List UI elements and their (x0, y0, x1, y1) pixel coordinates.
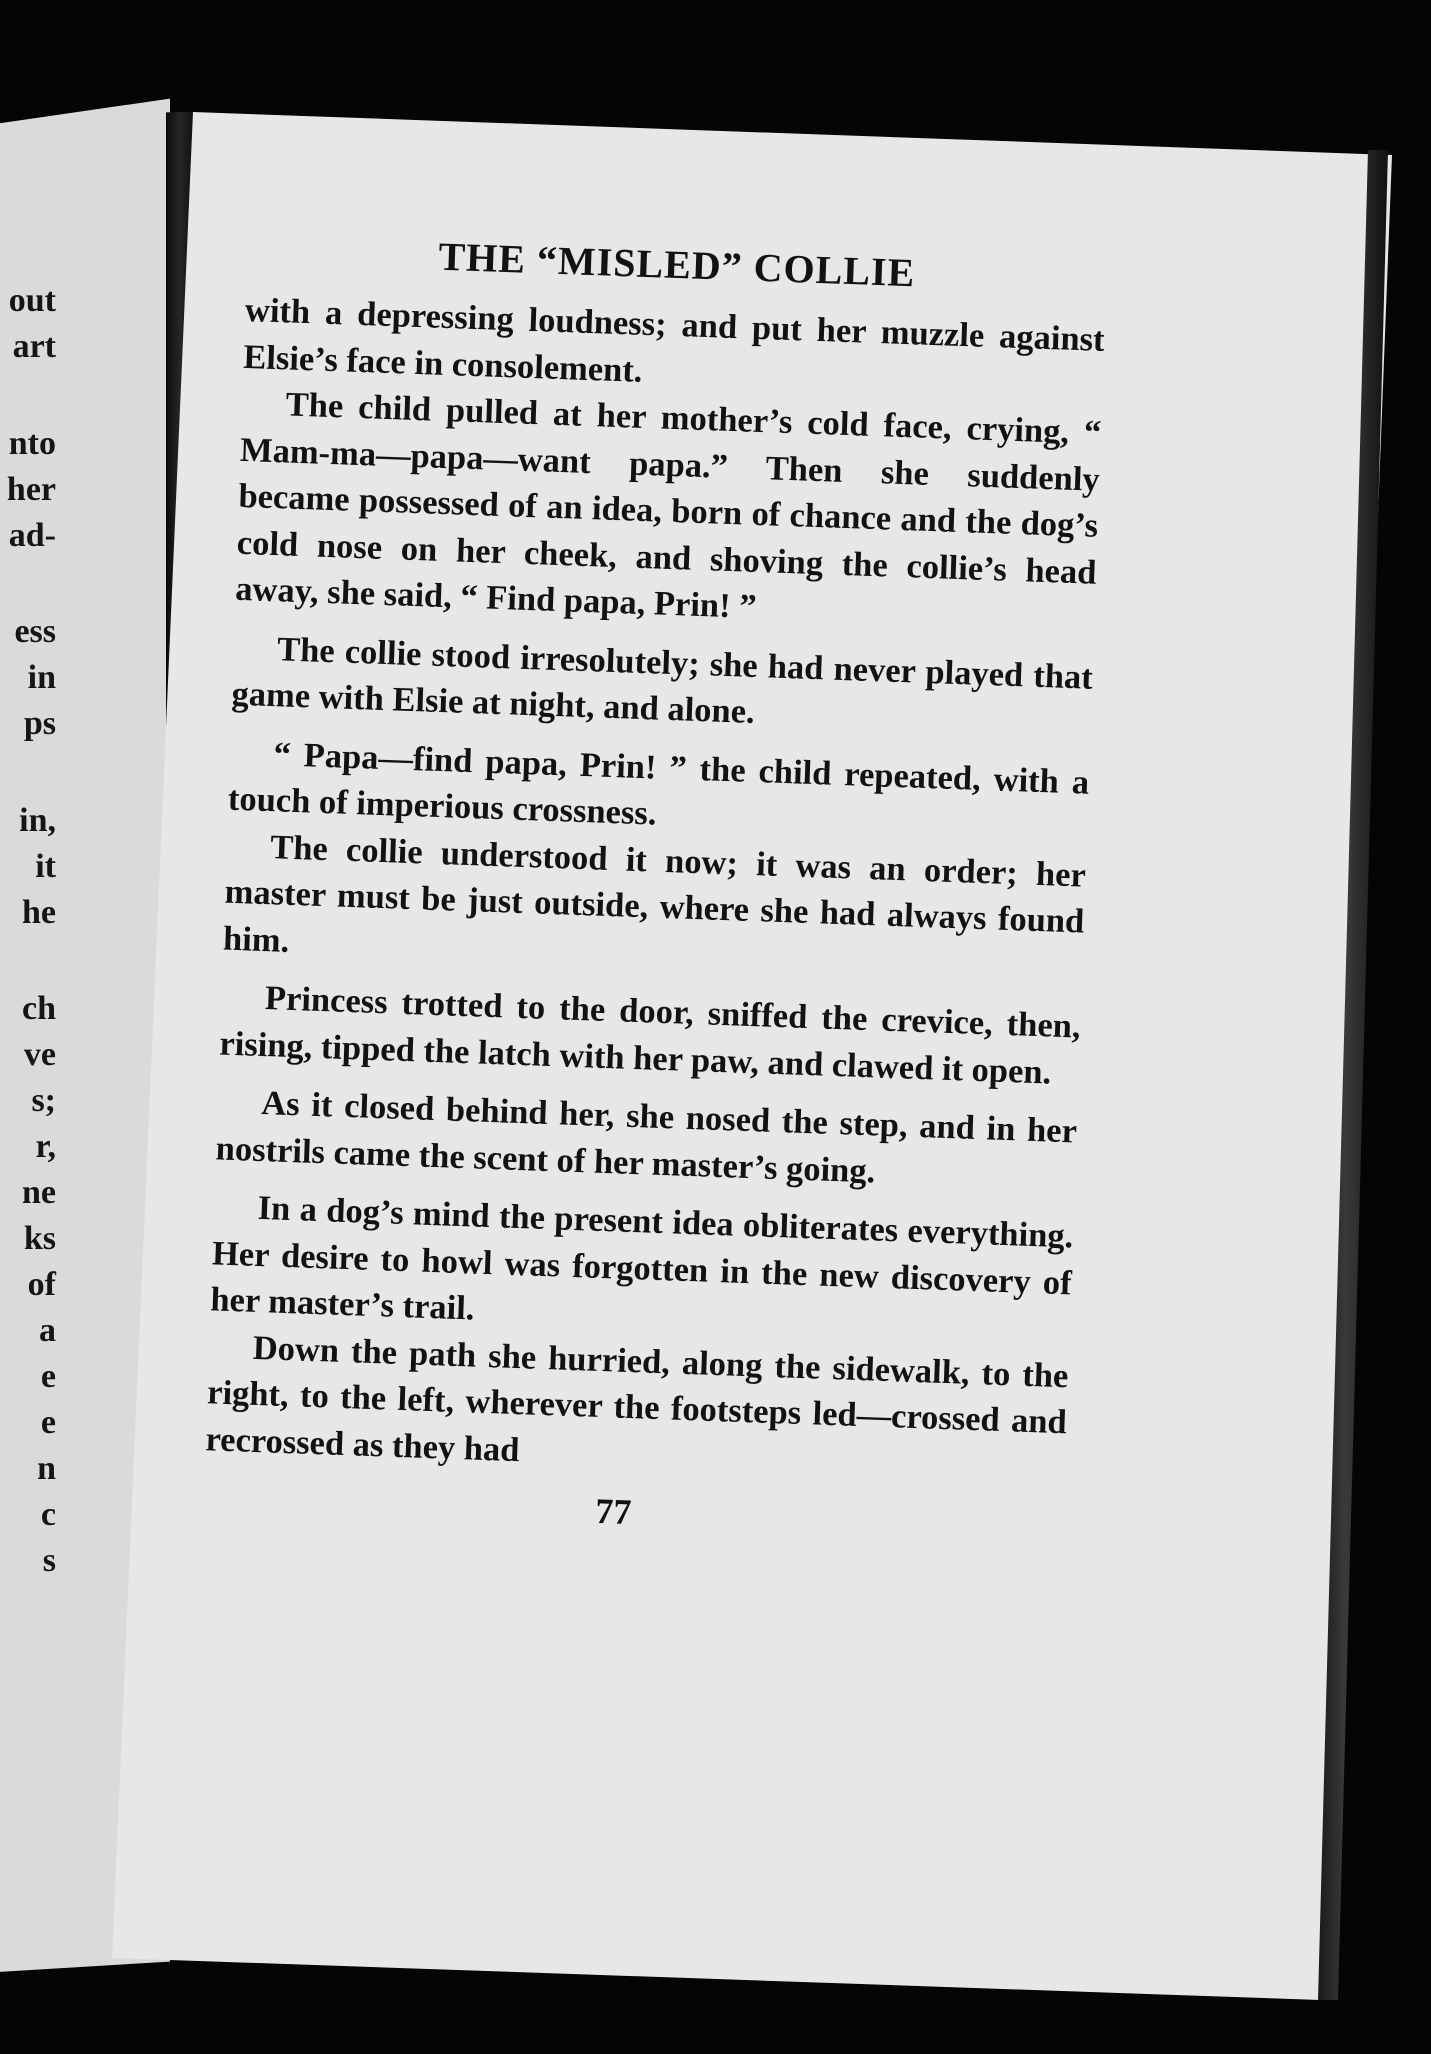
paragraph: “ Papa—find papa, Prin! ” the child repeated, with a touch of imperious crossness. (227, 734, 1090, 833)
page-text-block (203, 226, 1108, 1548)
fragment: it (35, 848, 56, 885)
fragment: her (6, 471, 56, 508)
paragraph: The collie understood it now; it was an order; her master must be just outside, where she had always found him. (222, 827, 1087, 960)
fragment: out (8, 282, 56, 319)
fragment: he (22, 894, 56, 931)
fragment: s (42, 1542, 56, 1579)
fragment: in (27, 659, 56, 696)
fragment: s; (31, 1082, 56, 1119)
paragraph: with a depressing loudness; and put her muzzle against Elsie’s face in consolement. (242, 290, 1106, 390)
paragraph: Down the path she hurried, along the sidewalk, to the right, to the left, wherever the footsteps led—crossed and recrossed as they had (204, 1328, 1070, 1469)
fragment: e (40, 1404, 56, 1441)
fragment: n (37, 1450, 56, 1487)
fragment: ps (23, 705, 56, 742)
fragment: ch (22, 990, 56, 1027)
running-head: THE “MISLED” COLLIE (437, 233, 916, 296)
fragment: a (39, 1312, 56, 1349)
fragment: c (40, 1496, 56, 1533)
fragment: ess (14, 613, 56, 650)
paragraph: Princess trotted to the door, sniffed the crevice, then, rising, tipped the latch with her paw, and clawed it open. (218, 979, 1082, 1092)
fragment: ne (22, 1174, 56, 1211)
fragment: ks (23, 1220, 56, 1257)
paragraph: In a dog’s mind the present idea obliterates everything. Her desire to howl was forgotten in the new discovery of her master’s trail. (209, 1188, 1074, 1328)
fragment: in, (19, 802, 56, 839)
paragraph: The collie stood irresolutely; she had never played that game with Elsie at night, and alone. (231, 629, 1094, 731)
page-number: 77 (594, 1490, 633, 1533)
paragraph: The child pulled at her mother’s cold face, crying, “ Mam-ma—papa—want papa.” Then she suddenly became possessed of an idea, born of chance and the dog’s cold nose on her cheek, and shoving the collie’s head away, she said, “ Find papa, Prin! ” (234, 385, 1102, 626)
fragment: of (27, 1266, 56, 1303)
fragment: art (12, 328, 56, 365)
fragment: nto (8, 425, 56, 462)
fragment: ve (23, 1036, 56, 1073)
paragraph: As it closed behind her, she nosed the step, and in her nostrils came the scent of her master’s going. (215, 1084, 1078, 1190)
fragment: ad- (8, 517, 56, 554)
fragment: e (40, 1358, 56, 1395)
fragment: r, (35, 1128, 56, 1165)
